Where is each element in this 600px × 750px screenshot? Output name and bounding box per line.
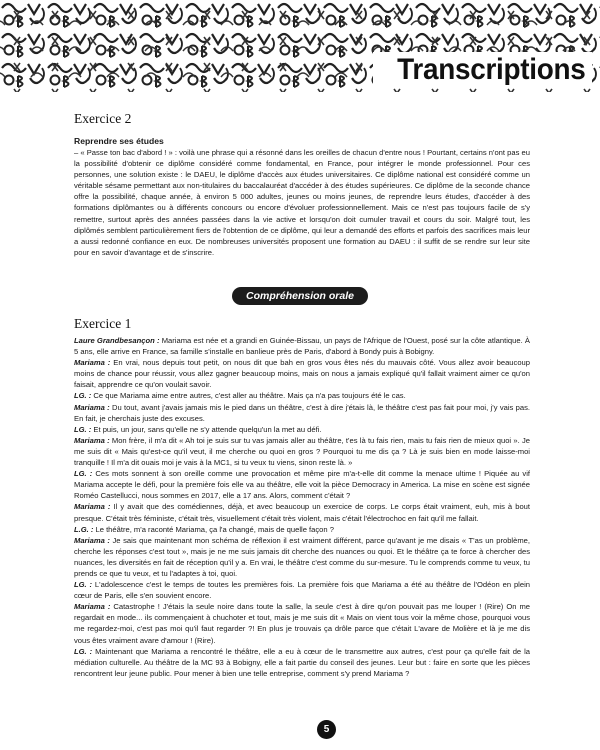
dialog-line: [74, 402, 530, 424]
dialog-text: Le théâtre, m'a raconté Mariama, ça l'a changé, mais de quelle façon ?: [93, 524, 334, 534]
dialog-line: [74, 524, 530, 535]
speaker-name: LG. :: [74, 580, 93, 590]
dialog-text: Mariama est née et a grandi en Guinée-Bissau, un pays de l'Afrique de l'Ouest, posé sur la côte atlantique. À 5 ans, elle arrive en France, sa famille s'installe en banlieue près de Paris, d'abord à Bondy puis à Bobigny.: [74, 336, 530, 357]
dialog-line: [74, 601, 530, 645]
speaker-name: Mariama :: [74, 435, 110, 445]
dialog-line: [74, 501, 530, 523]
speaker-name: Mariama :: [74, 535, 110, 545]
dialog-line: [74, 646, 530, 679]
dialog-text: Maintenant que Mariama a rencontré le théâtre, elle a eu à cœur de le transmettre aux autres, c'est pour ça qu'elle fait de la médiation culturelle. Au théâtre de la MC 93 à Bobigny, elle a fait partie du conseil des jeunes. Leur but : faire en sorte que les pièces rencontrent leur jeune public. Pour mener à bien une telle entreprise, comment s'y prend Mariama ?: [74, 646, 531, 678]
exercise-2-subheading: Reprendre ses études: [74, 136, 164, 146]
dialog-line: [74, 579, 530, 601]
speaker-name: Mariama :: [74, 502, 111, 512]
exercise-1-heading: Exercice 1: [74, 316, 132, 331]
dialog-text: Du tout, avant j'avais jamais mis le pied dans un théâtre, c'est à dire j'étais là, le théâtre c'est pas fait pour moi, j'y vais pas. En fait, je cherchais juste des excuses.: [74, 402, 531, 423]
page-title: Transcriptions: [397, 53, 586, 86]
dialog-text: En vrai, nous depuis tout petit, on nous dit que bah en gros vous êtes nés du mauvais côté. Vous allez avoir beaucoup moins de chance pour réussir, vous allez gagner beaucoup moins, mais on nous a jamais expliqué qu'il fallait vraiment aimer ce qu'on faisait, apprendre ce qu'on voulait savoir.: [74, 358, 531, 390]
dialog-text: Il y avait que des comédiennes, déjà, et avec beaucoup un exercice de corps. Le corps était vraiment, euh, mis à bout presque. C'était très féministe, c'était très, visuellement c'était très violent, mais c'était l'électrochoc en fait qu'il me fallait.: [74, 502, 531, 523]
speaker-name: Mariama :: [74, 602, 111, 612]
main-content: [74, 96, 530, 258]
exercise-2-heading: Exercice 2: [74, 111, 132, 126]
dialog-line: [74, 390, 530, 401]
dialog-transcript: [74, 335, 530, 679]
dialog-line: [74, 357, 530, 390]
dialog-line: [74, 435, 530, 468]
speaker-name: LG. :: [74, 424, 92, 434]
speaker-name: Mariama :: [74, 358, 111, 368]
dialog-line: [74, 335, 530, 357]
dialog-text: Ces mots sonnent à son oreille comme une provocation et même pire m'a-t-elle dit comme la menace ultime ! Piquée au vif Mariama accepte le défi, pour la première fois elle va au théâtre, elle voit la pièce Democracy in America. La mise en scène est signée Roméo Castellucci, nous sommes en 2017, elle a 17 ans. Alors, comment c'était ?: [74, 469, 531, 501]
speaker-name: L.G. :: [74, 524, 94, 534]
speaker-name: LG. :: [74, 469, 93, 479]
dialog-text: Ce que Mariama aime entre autres, c'est aller au théâtre. Mais ça n'a pas toujours été le cas.: [91, 391, 406, 401]
title-box: [373, 52, 592, 88]
exercise-2-text: – « Passe ton bac d'abord ! » : voilà une phrase qui a résonné dans les oreilles de chacun d'entre nous ! Pourtant, certains n'ont pas eu la possibilité d'obtenir ce diplôme considéré comme fondamental, en France, pour intégrer le monde professionnel. Pour ces personnes, une solution existe : le DAEU, le diplôme d'accès aux études universitaires. Ce diplôme national est considéré comme un véritable sésame permettant aux non-titulaires du baccalauréat d'accéder à des études supérieures. Ce diplôme de la seconde chance offre la possibilité, chaque année, à environ 5 000 adultes, jeunes ou moins jeunes, de reprendre leurs études, d'accéder à des formations diplômantes ou à différents concours ou encore d'évoluer professionnellement. Mais ce n'est pas toujours facile de s'y remettre, surtout après des années passées dans la vie active et lorsqu'on doit cumuler travail et cours du soir. Malgré tout, les diplômés semblent particulièrement fiers de l'obtention de ce diplôme, qui leur a demandé des efforts et parfois des sacrifices mais leur a aussi redonné confiance en eux. De nombreuses universités proposent une formation au DAEU : il suffit de se rendre sur leur site pour en savoir d'avantage et de s'inscrire.: [74, 148, 530, 257]
section-label-comprehension-orale: Compréhension orale: [232, 287, 368, 305]
dialog-text: L'adolescence c'est le temps de toutes les premières fois. La première fois que Mariama a été au théâtre de l'Odéon en plein cœur de Paris, elle s'en souvient encore.: [74, 580, 530, 601]
dialog-line: [74, 535, 530, 579]
dialog-line: [74, 424, 530, 435]
exercise-1-block: [74, 316, 530, 679]
speaker-name: Laure Grandbesançon :: [74, 336, 160, 345]
dialog-text: Mon frère, il m'a dit « Ah toi je suis sur tu vas jamais aller au théâtre, t'es là tu fais rien, mais tu fais rien de mieux quoi ». Je me suis dit « Mais qu'est-ce qu'il veut, il me cherche ou quoi en gros ? Pourquoi tu me dis ça ? Là je suis bien en mode laisse-moi tranquille ! Il m'a dit ouais moi je vais à la MC1, si tu veux tu viens, sinon reste là. »: [74, 435, 530, 468]
dialog-line: [74, 468, 530, 501]
doodle-banner: [0, 0, 600, 92]
dialog-text: Je sais que maintenant mon schéma de réflexion il est vraiment différent, parce qu'avant je me disais « T'as un problème, cherche les réponses c'est tout », mais je ne me suis jamais dit cherche des nuances ou quoi. Et le théâtre ça te force à chercher des nuances, les diversités en fait de réception qu'il y a. En vrai, le théâtre c'est comme du sur-mesure. Tu le comprends comme tu veux, tu prends ce que tu veux, et tu l'adaptes à toi, quoi.: [74, 535, 530, 578]
dialog-text: Catastrophe ! J'étais la seule noire dans toute la salle, la seule c'est à dire qu'on pouvait pas me louper ! (Rire) On me regardait en mode... ils commençaient à chuchoter et tout, mais je me suis dit « Mais on vient tous voir la même chose, pourquoi vous me regardez-moi, c'est pas moi qu'il faut regarder ?! En plus je trouvais ça drôle parce que c'était L'avare de Molière et là je me dis vous êtes vraiment avare d'amour ! (Rire).: [74, 602, 531, 645]
dialog-text: Et puis, un jour, sans qu'elle ne s'y attende quelqu'un la met au défi.: [91, 424, 322, 434]
page-number: 5: [317, 720, 336, 739]
speaker-name: Mariama :: [74, 402, 110, 412]
speaker-name: LG. :: [74, 646, 93, 656]
speaker-name: LG. :: [74, 391, 92, 401]
